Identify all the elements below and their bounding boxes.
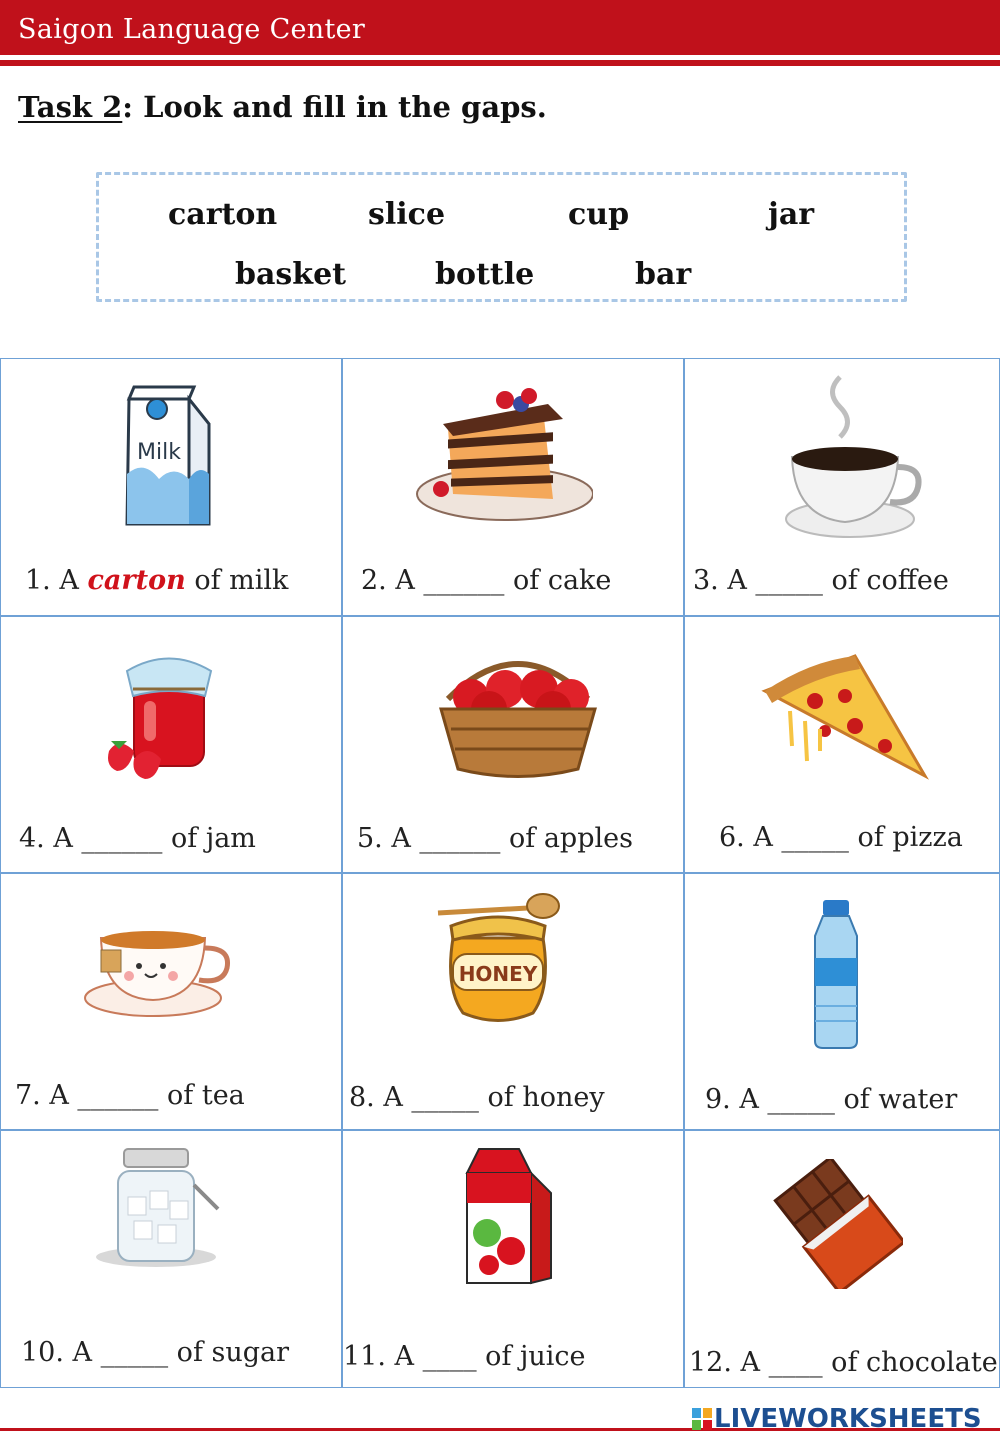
exercise-cell-10 xyxy=(0,1130,342,1388)
item-caption: 12. A ____ of chocolate xyxy=(689,1347,998,1378)
item-caption: 3. A _____ of coffee xyxy=(693,565,949,596)
task-title xyxy=(18,90,547,124)
exercise-cell-2 xyxy=(342,358,684,616)
word-bank-jar: jar xyxy=(768,197,815,232)
item-caption: 9. A _____ of water xyxy=(705,1084,958,1115)
item-caption: 4. A ______ of jam xyxy=(19,823,256,854)
sugar-jar-icon xyxy=(96,1145,236,1275)
honey-jar-icon xyxy=(433,888,568,1028)
word-bank-cup: cup xyxy=(568,197,630,232)
item-rest: of milk xyxy=(194,565,289,596)
exercise-cell-7 xyxy=(0,873,342,1130)
liveworksheets-logo-icon xyxy=(692,1408,712,1430)
coffee-cup-icon xyxy=(780,367,925,547)
header-divider xyxy=(0,60,1000,66)
word-bank-bottle: bottle xyxy=(435,257,535,292)
liveworksheets-logo xyxy=(692,1404,988,1434)
exercise-cell-8 xyxy=(342,873,684,1130)
milk-carton-icon xyxy=(109,379,219,529)
pizza-slice-icon xyxy=(760,651,930,781)
item-caption: 11. A ____ of juice xyxy=(343,1341,586,1372)
task-label: Task 2 xyxy=(18,90,123,124)
header-bar xyxy=(0,0,1000,55)
jam-jar-icon xyxy=(99,641,224,781)
item-number: 1. xyxy=(25,565,51,596)
word-bank xyxy=(96,172,907,302)
exercise-cell-12 xyxy=(684,1130,1000,1388)
exercise-cell-6 xyxy=(684,616,1000,873)
exercise-cell-9 xyxy=(684,873,1000,1130)
item-caption: 6. A _____ of pizza xyxy=(719,822,963,853)
answer-example: carton xyxy=(87,565,186,596)
exercise-cell-1 xyxy=(0,358,342,616)
honey-label: HONEY xyxy=(458,962,538,986)
exercise-cell-11 xyxy=(342,1130,684,1388)
word-bank-basket: basket xyxy=(235,257,347,292)
juice-carton-icon xyxy=(461,1143,556,1288)
cake-slice-icon xyxy=(413,374,593,529)
header-title: Saigon Language Center xyxy=(18,14,366,45)
item-caption xyxy=(25,565,288,596)
item-caption: 5. A ______ of apples xyxy=(357,823,633,854)
water-bottle-icon xyxy=(803,896,869,1051)
item-caption: 8. A _____ of honey xyxy=(349,1082,605,1113)
item-article: A xyxy=(59,565,79,596)
exercise-cell-3 xyxy=(684,358,1000,616)
word-bank-slice: slice xyxy=(368,197,446,232)
exercise-cell-4 xyxy=(0,616,342,873)
milk-label: Milk xyxy=(137,440,181,465)
word-bank-carton: carton xyxy=(168,197,278,232)
exercise-cell-5 xyxy=(342,616,684,873)
liveworksheets-brand: LIVEWORKSHEETS xyxy=(714,1404,982,1434)
tea-cup-icon xyxy=(83,918,233,1023)
item-caption: 10. A _____ of sugar xyxy=(21,1337,290,1368)
chocolate-bar-icon xyxy=(773,1159,903,1289)
word-bank-bar: bar xyxy=(635,257,692,292)
apple-basket-icon xyxy=(433,639,603,789)
item-caption: 2. A ______ of cake xyxy=(361,565,612,596)
item-caption: 7. A ______ of tea xyxy=(15,1080,245,1111)
task-instruction: : Look and fill in the gaps. xyxy=(122,90,547,124)
